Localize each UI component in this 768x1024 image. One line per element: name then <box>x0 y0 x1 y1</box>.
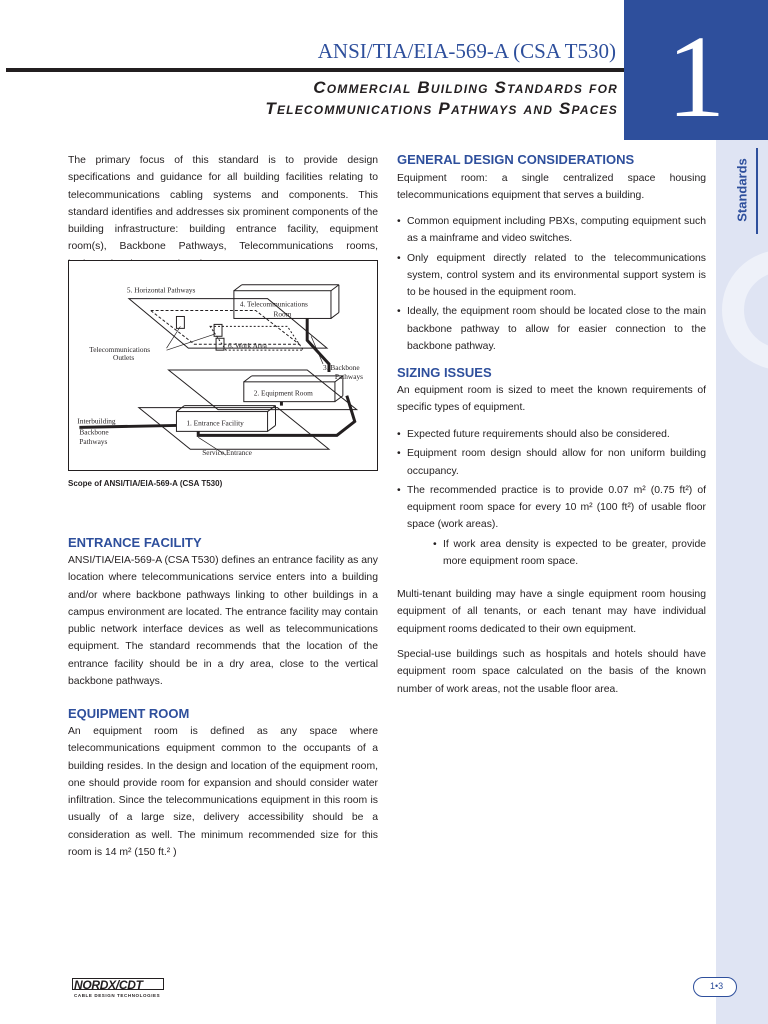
label-telecom-outlets-2: Outlets <box>113 353 135 363</box>
label-telecom-outlets-1: Telecommunications <box>89 345 151 355</box>
label-interbuilding-2: Backbone <box>79 427 109 437</box>
equipment-room-paragraph: An equipment room is defined as any space where telecommunications equipment common to the occupants of a building resides. In the design and location of the equipment room, one should provide room for expansion and should consider water infiltration. Since the telecommunications equipment in this room is usually of a large size, delivery accessibility should be a consideration as well. The minimum recommended size for this room is 14 m² (150 ft.² ) <box>68 726 378 859</box>
sizing-intro: An equipment room is sized to meet the known requirements of specific types of equipment. <box>397 385 706 414</box>
multi-tenant-paragraph: Multi-tenant building may have a single equipment room housing equipment of all tenants, or each tenant may have individual equipment rooms dedicated to their own equipment. <box>397 589 706 635</box>
intro-paragraph: The primary focus of this standard is to provide design specifications and guidance for all building facilities relating to telecommunications cabling systems and components. This standard identifies and addresses six prominent components of the building infrastructure: building entrance facility, equipment room(s), Backbone Pathways, Telecommunications rooms, <box>68 155 378 253</box>
list-item: • The recommended practice is to provide 0.07 m² (0.75 ft²) of equipment room space for every 10 m² (100 ft²) of usable floor space (work areas). <box>397 482 706 534</box>
section-tab-rule <box>756 148 758 234</box>
heading-equipment-room: EQUIPMENT ROOM <box>68 706 190 721</box>
figure-caption: Scope of ANSI/TIA/EIA-569-A (CSA T530) <box>68 479 223 488</box>
label-telecom-room-2: Room <box>273 309 292 319</box>
company-logo <box>70 978 168 1002</box>
logo-tagline: CABLE DESIGN TECHNOLOGIES <box>74 993 161 998</box>
list-item: • Expected future requirements should also be considered. <box>397 426 706 443</box>
label-interbuilding-3: Pathways <box>79 437 108 447</box>
label-work-area: 6. Work Area <box>227 341 267 351</box>
label-backbone-1: 3. Backbone <box>323 362 360 372</box>
sizing-list <box>397 426 706 572</box>
heading-general-design: GENERAL DESIGN CONSIDERATIONS <box>397 152 635 167</box>
label-equipment-room: 2. Equipment Room <box>253 388 313 398</box>
label-telecom-room-1: 4. Telecommunications <box>239 299 308 309</box>
label-horizontal-pathways: 5. Horizontal Pathways <box>126 285 196 295</box>
general-design-intro: Equipment room: a single centralized space housing telecommunications equipment that serves a building. <box>397 173 706 202</box>
chapter-number: 1 <box>666 11 726 142</box>
list-item: • Ideally, the equipment room should be located close to the main backbone pathway to allow for easier connection to the backbone pathway. <box>397 303 706 355</box>
heading-sizing-issues: SIZING ISSUES <box>397 365 492 380</box>
page-number: 1•3 <box>710 981 724 991</box>
label-interbuilding-1: Interbuilding <box>77 416 116 426</box>
logo-wordmark: NORDX/CDT <box>74 978 143 992</box>
scope-figure <box>68 260 378 471</box>
list-item: • Common equipment including PBXs, computing equipment such as a mainframe and video switches. <box>397 213 706 248</box>
floor-plate-lower <box>139 408 329 450</box>
label-backbone-2: Pathways <box>334 371 363 381</box>
label-service-entrance: Service Entrance <box>202 448 252 458</box>
section-tab-label: Standards <box>734 158 750 222</box>
entrance-facility-paragraph: ANSI/TIA/EIA-569-A (CSA T530) defines an entrance facility as any location where telecommunications service enters into a building and/or where backbone pathways linking to other buildings in a campus environment are located. The entrance facility may contain public network interface devices as well as telecommunications equipment. The standard recommends that the location of the entrance facility should be in a dry area, close to the vertical backbone pathways. <box>68 555 378 688</box>
list-item: • Equipment room design should allow for non uniform building occupancy. <box>397 445 706 480</box>
heading-entrance-facility: ENTRANCE FACILITY <box>68 535 202 550</box>
special-use-paragraph: Special-use buildings such as hospitals and hotels should have equipment room space calculated on the basis of the known number of work areas, not the usable floor area. <box>397 649 706 695</box>
list-item-sub: • If work area density is expected to be greater, provide more equipment room space. <box>397 536 706 571</box>
scope-diagram <box>69 261 377 470</box>
header-rule <box>6 68 624 72</box>
page-title-line-1: Commercial Building Standards for <box>313 78 618 97</box>
list-item: • Only equipment directly related to the telecommunications system, control system and its environmental support system is to be housed in the equipment room. <box>397 250 706 302</box>
general-design-list <box>397 213 706 357</box>
page-title-line-2: Telecommunications Pathways and Spaces <box>265 99 618 118</box>
label-entrance-facility: 1. Entrance Facility <box>186 418 244 428</box>
document-code: ANSI/TIA/EIA-569-A (CSA T530) <box>317 39 616 63</box>
side-band <box>716 0 768 1024</box>
